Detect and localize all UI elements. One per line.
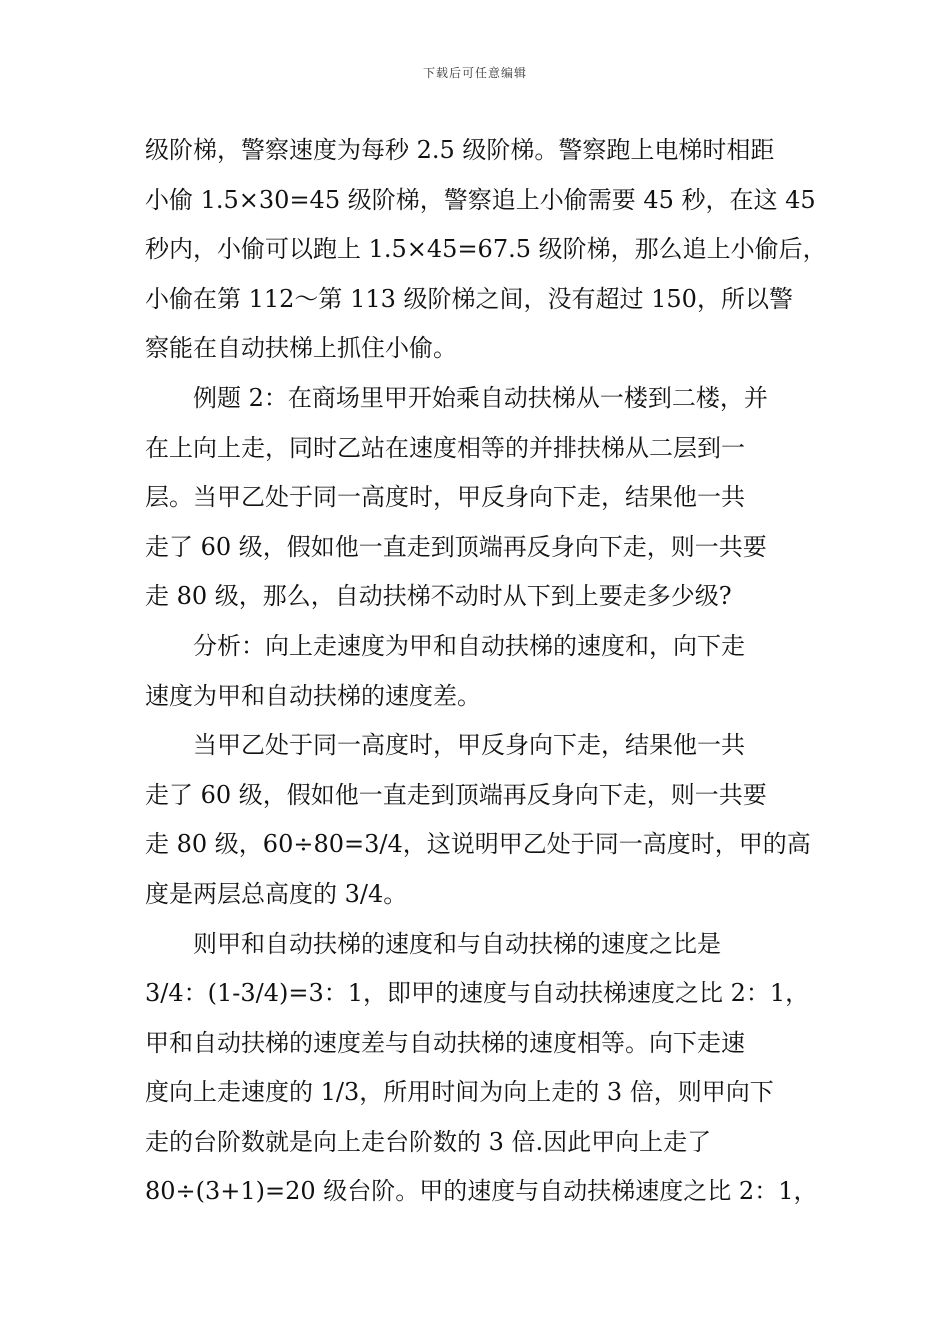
paragraph-speed-ratio <box>145 920 818 1218</box>
text-line: 例题 2：在商场里甲开始乘自动扶梯从一楼到二楼，并 <box>193 383 768 412</box>
text-line: 走的台阶数就是向上走台阶数的 3 倍.因此甲向上走了 <box>145 1127 712 1156</box>
text-line: 度是两层总高度的 3/4。 <box>145 879 408 908</box>
text-line: 甲和自动扶梯的速度差与自动扶梯的速度相等。向下走速 <box>145 1028 745 1057</box>
text-line: 小偷在第 112～第 113 级阶梯之间，没有超过 150，所以警 <box>145 284 793 313</box>
text-line: 层。当甲乙处于同一高度时，甲反身向下走，结果他一共 <box>145 483 745 512</box>
text-line: 级阶梯，警察速度为每秒 2.5 级阶梯。警察跑上电梯时相距 <box>145 136 775 164</box>
text-line: 80÷(3+1)=20 级台阶。甲的速度与自动扶梯速度之比 2：1， <box>145 1177 818 1206</box>
text-line: 走了 60 级，假如他一直走到顶端再反身向下走，则一共要 <box>145 532 767 561</box>
text-line: 小偷 1.5×30=45 级阶梯，警察追上小偷需要 45 秒，在这 45 <box>145 185 816 214</box>
text-line: 走 80 级，那么，自动扶梯不动时从下到上要走多少级? <box>145 582 732 611</box>
paragraph-example-2 <box>145 374 810 622</box>
paragraph-police-thief <box>145 126 827 374</box>
document-body <box>145 126 827 1217</box>
text-line: 当甲乙处于同一高度时，甲反身向下走，结果他一共 <box>193 731 745 760</box>
text-line: 走 80 级，60÷80=3/4，这说明甲乙处于同一高度时，甲的高 <box>145 830 811 859</box>
text-line: 秒内，小偷可以跑上 1.5×45=67.5 级阶梯，那么追上小偷后， <box>145 235 827 264</box>
page-header: 下载后可任意编辑 <box>422 66 527 80</box>
text-line: 在上向上走，同时乙站在速度相等的并排扶梯从二层到一 <box>145 433 745 462</box>
paragraph-same-height <box>145 721 810 919</box>
text-line: 分析：向上走速度为甲和自动扶梯的速度和，向下走 <box>193 631 745 660</box>
text-line: 3/4：(1-3/4)=3：1，即甲的速度与自动扶梯速度之比 2：1， <box>145 979 810 1008</box>
text-line: 速度为甲和自动扶梯的速度差。 <box>145 681 481 710</box>
text-line: 走了 60 级，假如他一直走到顶端再反身向下走，则一共要 <box>145 780 767 809</box>
text-line: 则甲和自动扶梯的速度和与自动扶梯的速度之比是 <box>193 929 721 958</box>
text-line: 度向上走速度的 1/3，所用时间为向上走的 3 倍，则甲向下 <box>145 1078 774 1107</box>
text-line: 察能在自动扶梯上抓住小偷。 <box>145 334 457 363</box>
paragraph-analysis <box>145 622 810 721</box>
